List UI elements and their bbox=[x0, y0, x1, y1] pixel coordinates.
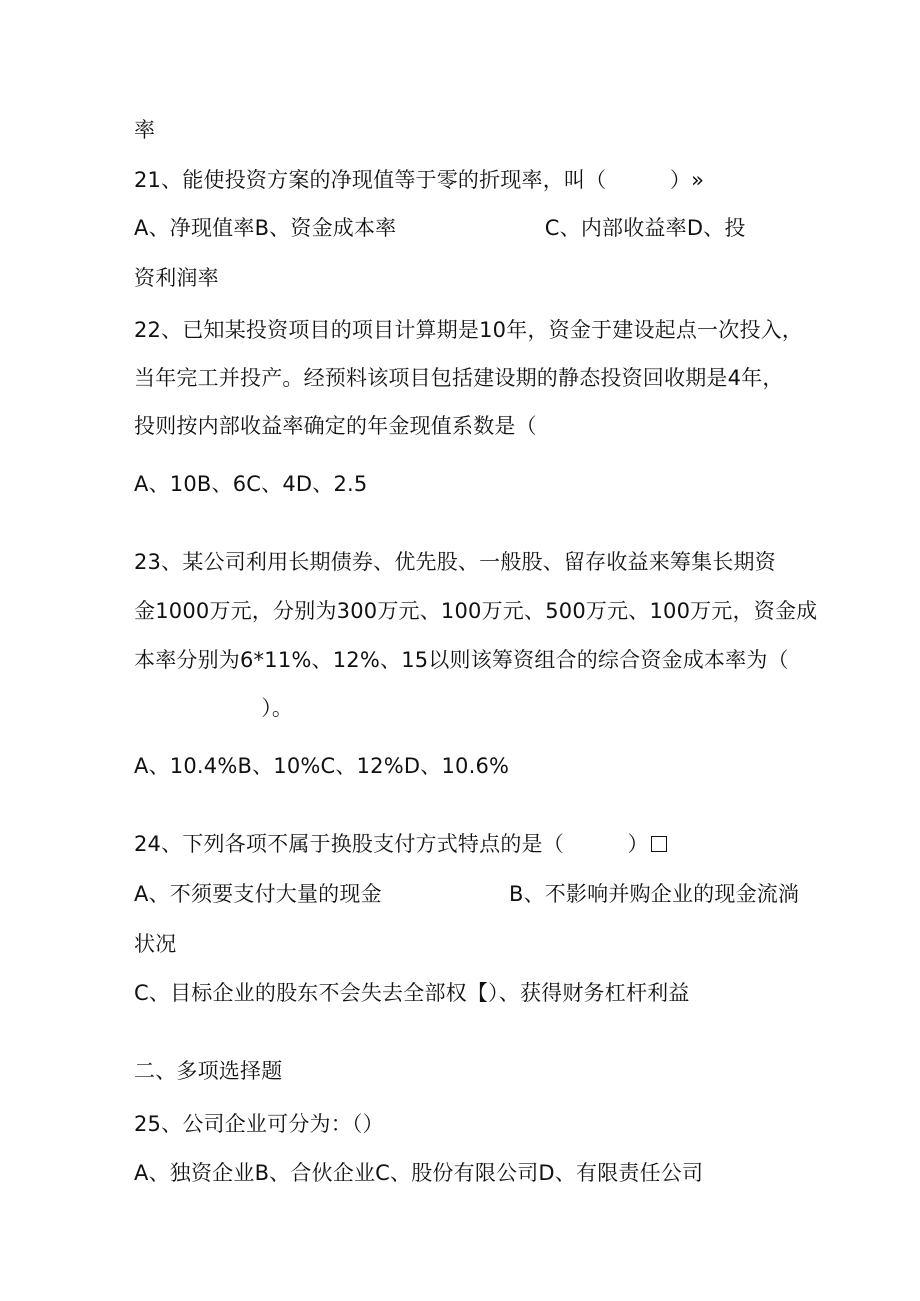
question-24-options-cont: 状况 bbox=[134, 932, 177, 956]
question-22-line-1: 22、已知某投资项目的项目计算期是10年，资金于建设起点一次投入， bbox=[134, 318, 804, 342]
question-23-line-3: 本率分别为6*11%、12%、15以则该筹资组合的综合资金成本率为（ bbox=[134, 648, 789, 672]
question-23-options: A、10.4%B、10%C、12%D、10.6% bbox=[134, 754, 510, 778]
question-24-options: A、不须要支付大量的现金 B、不影响并购企业的现金流淌 bbox=[134, 882, 800, 906]
section-heading-multiple-choice: 二、多项选择题 bbox=[134, 1059, 283, 1083]
question-24-text: 24、下列各项不属于换股支付方式特点的是（ ） bbox=[134, 832, 649, 856]
question-23-line-4: ）。 bbox=[134, 696, 294, 720]
question-23-line-2: 金1000万元，分别为300万元、100万元、500万元、100万元，资金成 bbox=[134, 599, 818, 623]
question-25-options: A、独资企业B、合伙企业C、股份有限公司D、有限责任公司 bbox=[134, 1161, 704, 1185]
question-25: 25、公司企业可分为：（） bbox=[134, 1112, 384, 1136]
empty-square-icon bbox=[651, 836, 667, 852]
question-21: 21、能使投资方案的净现值等于零的折现率，叫（ ）» bbox=[134, 168, 705, 192]
question-21-options: A、净现值率B、资金成本率 C、内部收益率D、投 bbox=[134, 216, 746, 240]
question-24 bbox=[134, 830, 667, 858]
question-24-option-c: C、目标企业的股东不会失去全部权【）、获得财务杠杆利益 bbox=[134, 981, 690, 1005]
text-line-continuation: 率 bbox=[134, 118, 156, 142]
question-22-options: A、10B、6C、4D、2.5 bbox=[134, 472, 368, 496]
question-22-line-2: 当年完工并投产。经预料该项目包括建设期的静态投资回收期是4年， bbox=[134, 366, 784, 390]
question-23-line-1: 23、某公司利用长期债券、优先股、一般股、留存收益来筹集长期资 bbox=[134, 550, 776, 574]
question-22-line-3: 投则按内部收益率确定的年金现值系数是（ bbox=[134, 414, 537, 438]
question-21-options-cont: 资利润率 bbox=[134, 266, 219, 290]
